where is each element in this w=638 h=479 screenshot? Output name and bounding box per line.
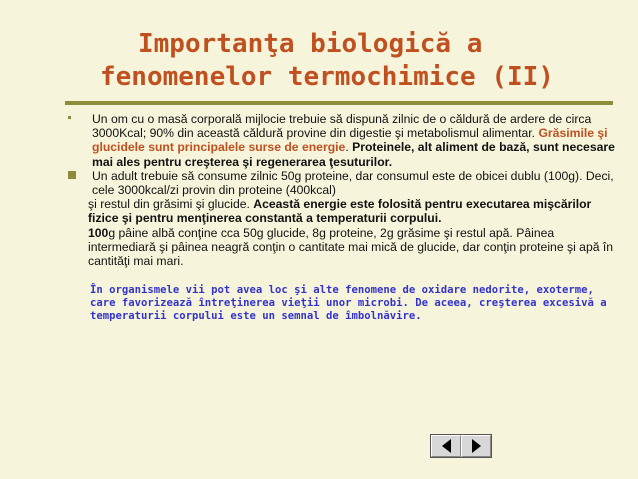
- p4-text: g pâine albă conţine cca 50g glucide, 8g proteine, 2g grăsime şi restul apă. Pâinea intermediară şi pâinea neagră conţin o cantitate mai mică de glucide, dar conţin proteine şi apă în cantităţi mai mari.: [88, 225, 614, 269]
- triangle-left-icon: [442, 439, 451, 453]
- p1-bold: Proteinele, alt aliment de bază, sunt necesare mai ales pentru creşterea şi regenerarea ţesuturilor.: [92, 140, 615, 169]
- slide-title: [60, 28, 620, 94]
- paragraph-5: În organismele vii pot avea loc şi alte fenomene de oxidare nedorite, exoterme, care favorizează întreţinerea vieţii unor microbi. De aceea, creşterea excesivă a temperaturii corpului este un semnal de îmbolnăvire.: [90, 284, 607, 323]
- p2-text: Un adult trebuie să consume zilnic 50g proteine, dar consumul este de obicei dublu (100g). Deci, cele 3000kcal/zi provin din proteine (400kcal): [92, 168, 614, 198]
- title-line-2: fenomenelor termochimice (II): [100, 62, 554, 92]
- paragraph-3: [60, 197, 620, 225]
- p3-bold: Această energie este folosită pentru executarea mişcărilor fizice şi pentru menţinerea constantă a temperaturii corpului.: [88, 197, 592, 226]
- paragraph-2: [60, 169, 620, 197]
- paragraph-4: [60, 226, 620, 269]
- next-slide-button[interactable]: [461, 435, 491, 457]
- bullet-icon: [68, 116, 71, 119]
- slide-content: [60, 112, 620, 323]
- p3-text: şi restul din grăsimi şi glucide.: [88, 197, 254, 212]
- slide-navigation: [430, 434, 492, 458]
- square-bullet-icon: [68, 171, 76, 179]
- p1-dot: .: [345, 140, 353, 155]
- p1-highlight: Grăsimile şi glucidele sunt principalele surse de energie: [92, 126, 608, 155]
- paragraph-1: [60, 112, 620, 169]
- p4-bold: 100: [88, 225, 109, 240]
- title-line-1: Importanţa biologică a: [138, 29, 483, 59]
- triangle-right-icon: [472, 439, 481, 453]
- prev-slide-button[interactable]: [431, 435, 461, 457]
- title-divider: [65, 101, 613, 105]
- p1-text: Un om cu o masă corporală mijlocie trebuie să dispună zilnic de o căldură de ardere de circa 3000Kcal; 90% din această căldură provine din digestie şi metabolismul alimentar.: [92, 112, 592, 141]
